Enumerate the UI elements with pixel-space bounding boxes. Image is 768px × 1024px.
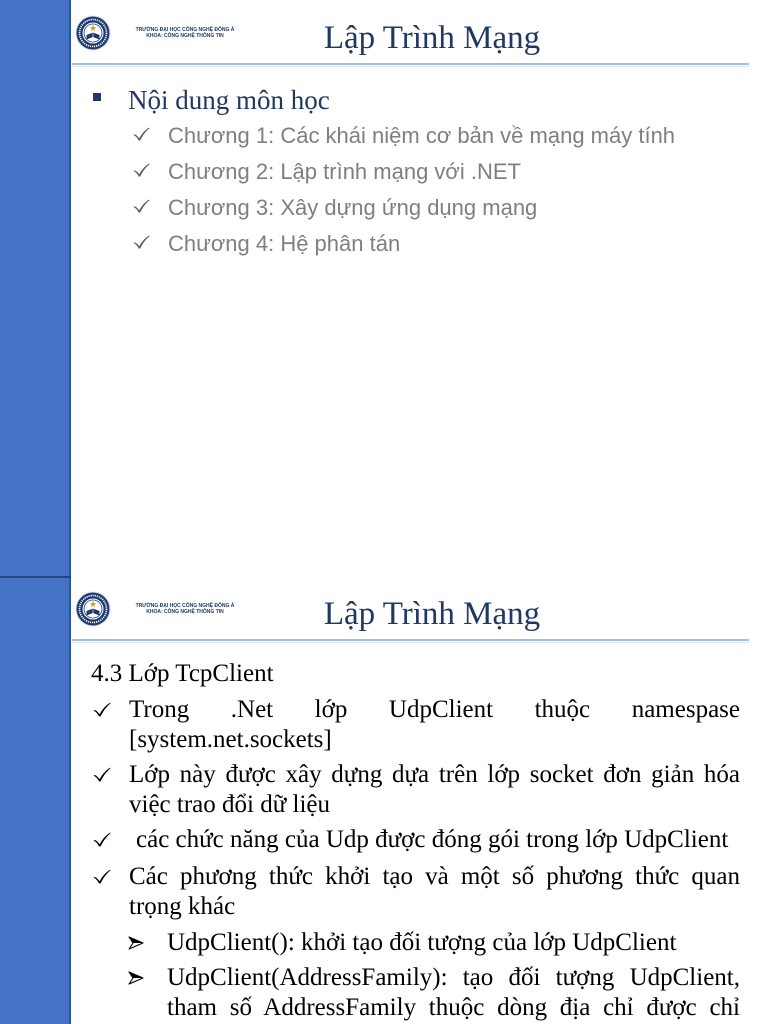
section-heading: Nội dung môn học [128, 85, 330, 115]
sub-bullet-point [126, 963, 740, 1023]
chapter-item [130, 154, 730, 190]
square-bullet-icon [93, 93, 101, 101]
checkmark-icon [93, 869, 111, 884]
text-line: các chức năng của Udp được đóng gói trong lớp UdpClient [136, 826, 729, 853]
slide-divider [0, 576, 71, 578]
faculty-name: KHOA: CÔNG NGHỆ THÔNG TIN [146, 33, 224, 39]
university-seal-icon [75, 591, 111, 627]
school-name: TRƯỜNG ĐẠI HỌC CÔNG NGHỆ ĐÔNG Á [135, 27, 235, 33]
chapter-item [130, 190, 730, 226]
text-line: Trong .Net lớp UdpClient thuộc namespase [129, 696, 740, 723]
chapter-item [130, 118, 730, 154]
chapter-item [130, 226, 730, 262]
checkmark-icon [133, 199, 150, 213]
text-line: tham số AddressFamily thuộc dòng địa chỉ được chỉ [167, 994, 740, 1021]
checkmark-icon [93, 767, 111, 782]
bullet-point [88, 695, 740, 755]
slide-title: Lập Trình Mạng [323, 596, 541, 632]
text-line: Các phương thức khởi tạo và một số phương thức quan [129, 863, 740, 890]
chapter-list [130, 118, 730, 262]
checkmark-icon [93, 832, 111, 847]
text-line: UdpClient(AddressFamily): tạo đối tượng UdpClient, [167, 964, 740, 991]
slide-title: Lập Trình Mạng [323, 20, 541, 56]
bullet-point [88, 825, 740, 855]
checkmark-icon [93, 702, 111, 717]
arrowhead-bullet-icon [128, 936, 144, 950]
text-line: UdpClient(): khởi tạo đối tượng của lớp UdpClient [167, 929, 677, 956]
text-line: việc trao đổi dữ liệu [129, 791, 330, 818]
bullet-point [88, 760, 740, 820]
text-line: Lớp này được xây dựng dựa trên lớp socket đơn giản hóa [129, 761, 740, 788]
bullet-text [129, 760, 740, 820]
sub-bullet-text [167, 928, 740, 958]
bullet-point [88, 862, 740, 922]
chapter-item-text: Chương 3: Xây dựng ứng dụng mạng [168, 195, 538, 220]
sub-bullet-point [126, 928, 740, 958]
side-bar [0, 576, 71, 1024]
faculty-name: KHOA: CÔNG NGHỆ THÔNG TIN [146, 609, 224, 615]
chapter-item-text: Chương 2: Lập trình mạng với .NET [168, 159, 521, 184]
header-rule [72, 63, 749, 67]
checkmark-icon [133, 235, 150, 249]
chapter-item-text: Chương 4: Hệ phân tán [168, 231, 401, 256]
text-line: [system.net.sockets] [129, 726, 332, 753]
chapter-item-text: Chương 1: Các khái niệm cơ bản về mạng máy tính [168, 123, 676, 148]
arrowhead-bullet-icon [128, 971, 144, 985]
bullet-text [129, 825, 740, 855]
text-line: trọng khác [129, 893, 236, 920]
section-heading: 4.3 Lớp TcpClient [91, 660, 274, 687]
bullet-text [129, 862, 740, 922]
university-seal-icon [75, 15, 111, 51]
side-bar [0, 0, 71, 576]
slide-2 [0, 576, 768, 1024]
header-rule [72, 639, 749, 643]
school-name: TRƯỜNG ĐẠI HỌC CÔNG NGHỆ ĐÔNG Á [135, 603, 235, 609]
sub-bullet-text [167, 963, 740, 1023]
checkmark-icon [133, 163, 150, 177]
bullet-text [129, 695, 740, 755]
checkmark-icon [133, 127, 150, 141]
